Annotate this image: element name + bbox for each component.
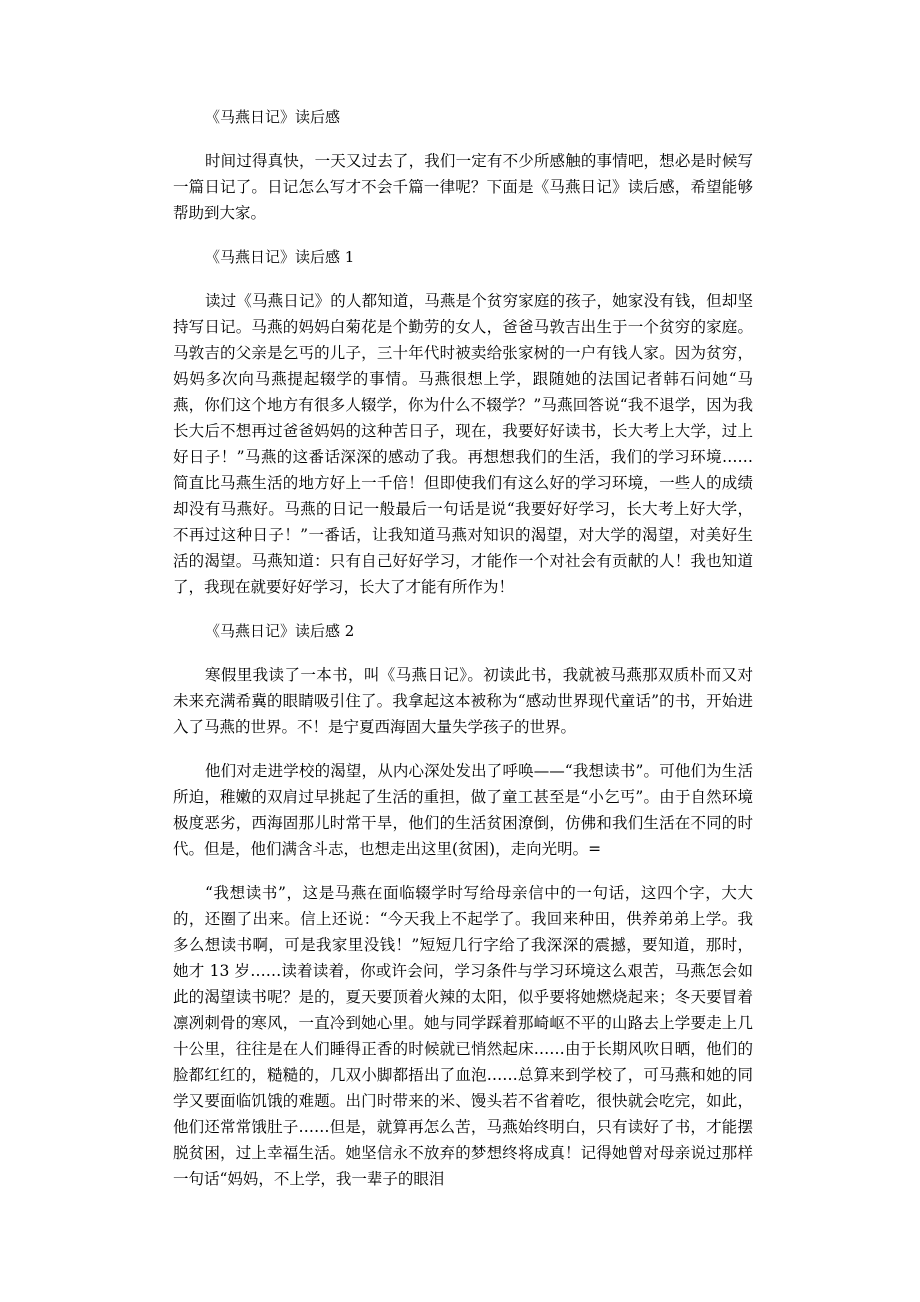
section-1-heading: 《马燕日记》读后感 1 [205, 248, 355, 266]
spacer [173, 740, 753, 758]
document-title: 《马燕日记》读后感 [205, 108, 341, 126]
spacer [173, 644, 753, 662]
spacer [173, 226, 753, 244]
spacer [173, 270, 753, 288]
section-2-paragraph-1: 寒假里我读了一本书，叫《马燕日记》。初读此书，我就被马燕那双质朴而又对未来充满希冀的眼睛吸引住了。我拿起这本被称为“感动世界现代童话”的书，开始进入了马燕的世界。不！是宁夏西海固大量失学孩子的世界。 [173, 666, 753, 736]
document-body [173, 104, 753, 1192]
section-2-paragraph-2: 他们对走进学校的渴望，从内心深处发出了呼唤——“我想读书”。可他们为生活所迫，稚嫩的双肩过早挑起了生活的重担，做了童工甚至是“小乞丐”。由于自然环境极度恶劣，西海固那儿时常干旱，他们的生活贫困潦倒，仿佛和我们生活在不同的时代。但是，他们满含斗志，也想走出这里(贫困)，走向光明。= [173, 762, 753, 858]
section-2-heading: 《马燕日记》读后感 2 [205, 622, 355, 640]
spacer [173, 130, 753, 148]
spacer [173, 862, 753, 880]
intro-paragraph: 时间过得真快，一天又过去了，我们一定有不少所感触的事情吧，想必是时候写一篇日记了。日记怎么写才不会千篇一律呢？下面是《马燕日记》读后感，希望能够帮助到大家。 [173, 152, 753, 222]
spacer [173, 600, 753, 618]
section-1-paragraph-1: 读过《马燕日记》的人都知道，马燕是个贫穷家庭的孩子，她家没有钱，但却坚持写日记。马燕的妈妈白菊花是个勤劳的女人，爸爸马敦吉出生于一个贫穷的家庭。马敦吉的父亲是乞丐的儿子，三十年代时被卖给张家树的一户有钱人家。因为贫穷，妈妈多次向马燕提起辍学的事情。马燕很想上学，跟随她的法国记者韩石问她“马燕，你们这个地方有很多人辍学，你为什么不辍学？”马燕回答说“我不退学，因为我长大后不想再过爸爸妈妈的这种苦日子，现在，我要好好读书，长大考上大学，过上好日子！”马燕的这番话深深的感动了我。再想想我们的生活，我们的学习环境……简直比马燕生活的地方好上一千倍！但即使我们有这么好的学习环境，一些人的成绩却没有马燕好。马燕的日记一般最后一句话是说“我要好好学习，长大考上好大学，不再过这种日子！”一番话，让我知道马燕对知识的渴望，对大学的渴望，对美好生活的渴望。马燕知道：只有自己好好学习，才能作一个对社会有贡献的人！我也知道了，我现在就要好好学习，长大了才能有所作为！ [173, 292, 753, 596]
section-2-paragraph-3: “我想读书”，这是马燕在面临辍学时写给母亲信中的一句话，这四个字，大大的，还圈了出来。信上还说：“今天我上不起学了。我回来种田，供养弟弟上学。我多么想读书啊，可是我家里没钱！”短短几行字给了我深深的震撼，要知道，那时，她才 13 岁……读着读着，你或许会问，学习条件与学习环境这么艰苦，马燕怎会如此的渴望读书呢？是的，夏天要顶着火辣的太阳，似乎要将她燃烧起来；冬天要冒着凛冽刺骨的寒风，一直冷到她心里。她与同学踩着那崎岖不平的山路去上学要走上几十公里，往往是在人们睡得正香的时候就已悄然起床……由于长期风吹日晒，他们的脸都红红的，糙糙的，几双小脚都捂出了血泡……总算来到学校了，可马燕和她的同学又要面临饥饿的难题。出门时带来的米、馒头若不省着吃，很快就会吃完，如此，他们还常常饿肚子……但是，就算再怎么苦，马燕始终明白，只有读好了书，才能摆脱贫困，过上幸福生活。她坚信永不放弃的梦想终将成真！记得她曾对母亲说过那样一句话“妈妈，不上学，我一辈子的眼泪 [173, 884, 753, 1188]
